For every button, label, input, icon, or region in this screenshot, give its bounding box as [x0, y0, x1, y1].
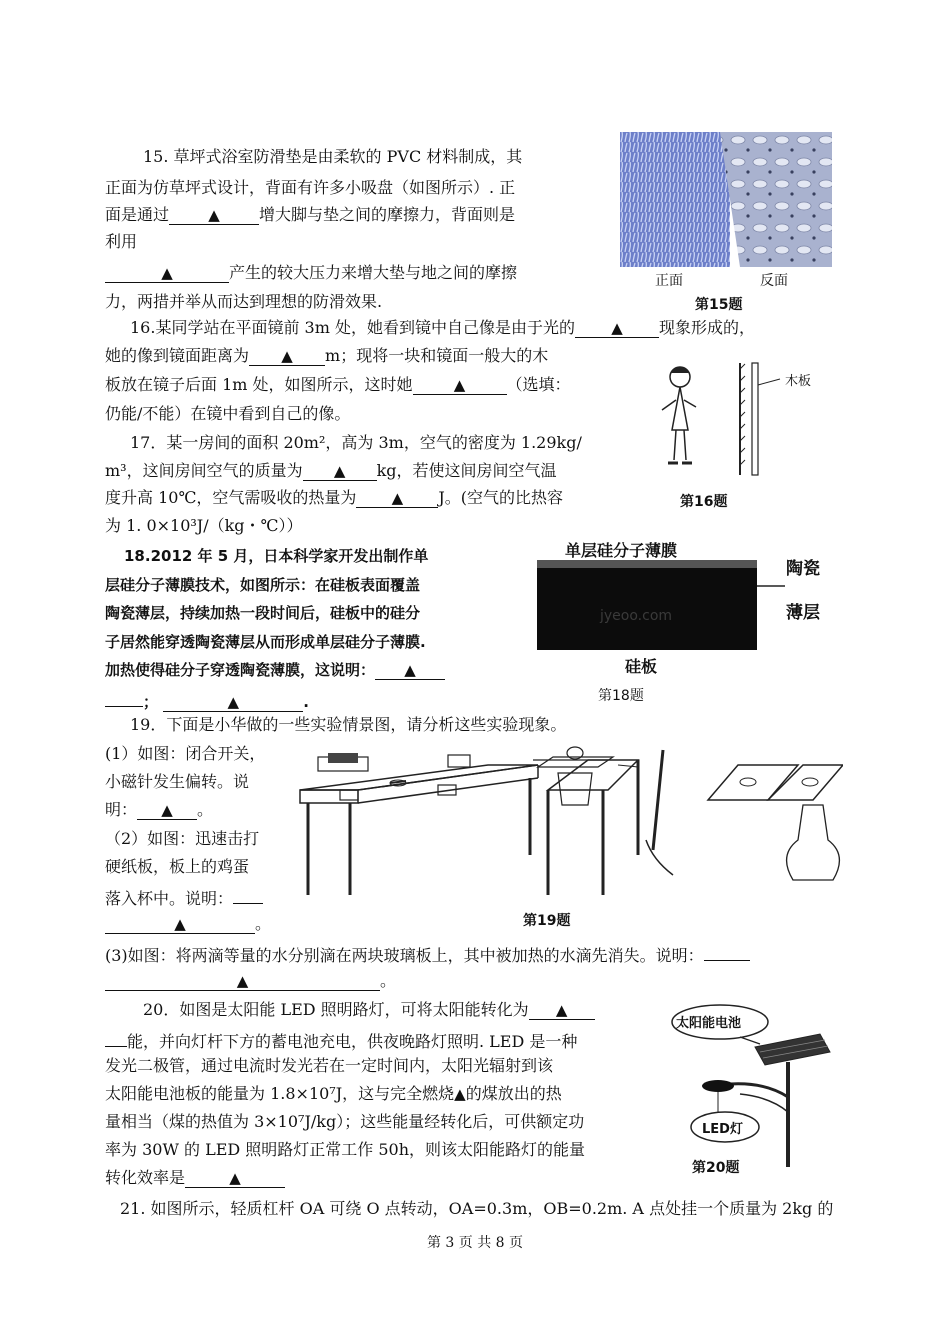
q18-blank2[interactable]: ▲ [163, 692, 303, 712]
q20-line2: 能，并向灯杆下方的蓄电池充电，供夜晚路灯照明. LED 是一种 [105, 1027, 577, 1053]
q18-blank1[interactable]: ▲ [375, 660, 445, 680]
q17-line3: 度升高 10℃，空气需吸收的热量为 ▲ J。(空气的比热容 [105, 488, 564, 507]
q16-blank1[interactable]: ▲ [575, 318, 659, 338]
q20-line1: 20．如图是太阳能 LED 照明路灯，可将太阳能转化为 ▲ [143, 999, 595, 1021]
fig18-bottom-label: 硅板 [625, 657, 658, 676]
q16-blank3[interactable]: ▲ [413, 375, 507, 395]
fig15-back-label: 反面 [760, 273, 788, 289]
q20-line5: 量相当（煤的热值为 3×10⁷J/kg）；这些能量经转化后，可供额定功 [105, 1112, 585, 1131]
q16-line3: 板放在镜子后面 1m 处，如图所示，这时她 ▲ （选填： [105, 375, 571, 394]
fig15-caption: 第15题 [695, 297, 743, 313]
q17-line1: 17．某一房间的面积 20m²，高为 3m，空气的密度为 1.29kg/ [130, 433, 582, 452]
fig18-watermark: jyeoo.com [600, 608, 673, 624]
q16-line2: 她的像到镜面距离为 ▲ m；现将一块和镜面一般大的木 [105, 346, 549, 365]
q20-line3: 发光二极管，通过电流时发光若在一定时间内，太阳光辐射到该 [105, 1056, 554, 1075]
q17-line4: 为 1. 0×10³J/（kg・℃）） [105, 516, 303, 535]
fig18-right-label1: 陶瓷 [786, 559, 820, 579]
q16-line1: 16.某同学站在平面镜前 3m 处，她看到镜中自己像是由于光的 ▲ 现象形成的， [130, 318, 755, 337]
q15-blank1[interactable]: ▲ [169, 205, 259, 225]
q19-blank2[interactable]: ▲ [105, 914, 255, 934]
q19-p3-line1: (3)如图：将两滴等量的水分别滴在两块玻璃板上，其中被加热的水滴先消失。说明： [105, 941, 750, 967]
q18-line3: 陶瓷薄层，持续加热一段时间后，硅板中的硅分 [105, 604, 421, 622]
q18-line2: 层硅分子薄膜技术，如图所示：在硅板表面覆盖 [105, 576, 421, 594]
q18-line5: 加热使得硅分子穿透陶瓷薄膜，这说明： ▲ [105, 659, 445, 681]
q17-blank1[interactable]: ▲ [303, 461, 377, 481]
q15-line2: 正面为仿草坪式设计，背面有许多小吸盘（如图所示）. 正 [105, 178, 516, 197]
q20-line4: 太阳能电池板的能量为 1.8×10⁷J，这与完全燃烧▲的煤放出的热 [105, 1084, 562, 1103]
q19-p3-line2: ▲ 。 [105, 970, 396, 992]
fig16-caption: 第16题 [680, 494, 728, 510]
fig18-silicon-diagram [537, 560, 757, 650]
fig20-caption: 第20题 [692, 1160, 740, 1176]
q20-blank2[interactable]: ▲ [454, 1085, 466, 1103]
q19-p1-line2: 小磁针发生偏转。说 [105, 772, 250, 791]
fig18-top-label: 单层硅分子薄膜 [565, 541, 678, 560]
q19-p2-line4: ▲ 。 [105, 913, 271, 935]
fig18-caption: 第18题 [598, 688, 644, 704]
fig16-board-label: 木板 [785, 374, 812, 389]
q20-blank3[interactable]: ▲ [185, 1168, 285, 1188]
fig19-caption: 第19题 [523, 913, 571, 929]
q15-line1: 15. 草坪式浴室防滑垫是由柔软的 PVC 材料制成，其 [143, 147, 523, 166]
q19-p1-line1: (1）如图：闭合开关， [105, 744, 266, 763]
q20-blank1[interactable]: ▲ [529, 1000, 595, 1020]
q15-blank2[interactable]: ▲ [105, 263, 229, 283]
q19-p2-line1: （2）如图：迅速击打 [105, 829, 260, 848]
q20-line7: 转化效率是 ▲ [105, 1167, 285, 1189]
q15-line4: 利用 [105, 232, 138, 251]
q21-line1: 21. 如图所示，轻质杠杆 OA 可绕 O 点转动，OA=0.3m，OB=0.2m. A 点处挂一个质量为 2kg 的 [120, 1199, 834, 1218]
q16-line4: 仍能/不能）在镜中看到自己的像。 [105, 404, 351, 423]
fig20-label-led: LED灯 [702, 1122, 743, 1137]
q15-line3: 面是通过 ▲ 增大脚与垫之间的摩擦力，背面则是 [105, 205, 516, 224]
q19-p2-line3: 落入杯中。说明： [105, 884, 263, 910]
q18-line6: ； ▲ . [105, 687, 309, 713]
fig15-front-label: 正面 [655, 273, 683, 289]
fig18-pointer [757, 578, 787, 608]
q19-p2-line2: 硬纸板，板上的鸡蛋 [105, 857, 250, 876]
fig15-photo [620, 132, 832, 267]
fig19-experiments [298, 745, 843, 905]
q20-blank1-cont [105, 1027, 127, 1047]
fig20-label-solar: 太阳能电池 [676, 1016, 742, 1031]
q20-line6: 率为 30W 的 LED 照明路灯正常工作 50h，则该太阳能路灯的能量 [105, 1140, 586, 1159]
q19-blank2-start [233, 884, 263, 904]
q19-blank3[interactable]: ▲ [105, 971, 380, 991]
q18-line1: 18.2012 年 5 月，日本科学家开发出制作单 [124, 547, 429, 565]
q15-line5: ▲ 产生的较大压力来增大垫与地之间的摩擦 [105, 262, 517, 284]
q19-blank3-start [704, 941, 750, 961]
page-footer: 第 3 页 共 8 页 [426, 1235, 524, 1251]
q18-blank1-cont [105, 687, 143, 707]
q18-line4: 子居然能穿透陶瓷薄层从而形成单层硅分子薄膜. [105, 633, 426, 651]
fig18-right-label2: 薄层 [786, 603, 820, 623]
q19-p1-line3: 明： ▲ 。 [105, 800, 214, 819]
q19-intro: 19．下面是小华做的一些实验情景图，请分析这些实验现象。 [130, 715, 567, 734]
q16-blank2[interactable]: ▲ [249, 346, 325, 366]
q15-line6: 力，两措并举从而达到理想的防滑效果. [105, 292, 383, 311]
q17-line2: m³，这间房间空气的质量为 ▲ kg，若使这间房间空气温 [105, 461, 557, 480]
q19-blank1[interactable]: ▲ [137, 800, 197, 820]
q17-blank2[interactable]: ▲ [356, 488, 438, 508]
